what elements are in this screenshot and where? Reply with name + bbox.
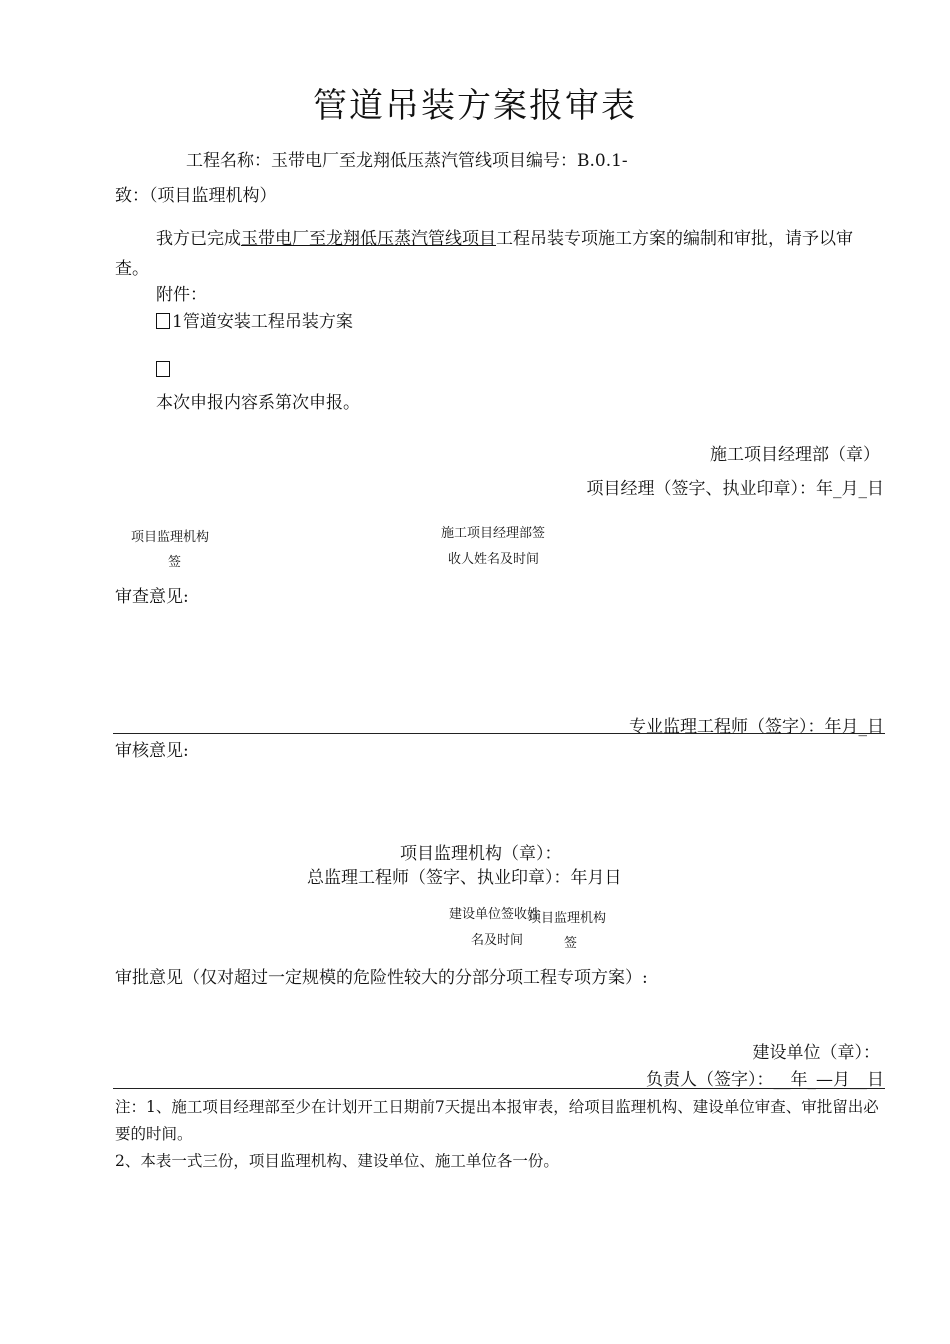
note-2: 2、本表一式三份，项目监理机构、建设单位、施工单位各一份。 [115,1152,559,1170]
attachment-item-2 [156,360,172,380]
project-name: 玉带电厂至龙翔低压蒸汽管线 [271,151,492,171]
receipt2-supervisor-label: 项目监理机构 [528,911,607,926]
supervisor-seal: 项目监理机构（章）： [400,844,562,864]
project-number: 项目编号：B.0.1- [492,151,628,171]
review-opinion-label: 审查意见: [115,587,189,607]
pm-signature-line: 项目经理（签字、执业印章）：年_月_日 [586,479,884,499]
receipt1-contractor-label: 施工项目经理部签 [441,526,546,541]
note-1: 注：1、施工项目经理部至少在计划开工日期前7天提出本报审表，给项目监理机构、建设单位审查、审批留出必要的时间。 [115,1098,879,1143]
receipt2-owner-sub: 名及时间 [471,933,524,948]
audit-opinion-label: 审核意见: [115,741,189,761]
contractor-dept-seal: 施工项目经理部（章） [710,445,880,465]
attachment-1-label: 1管道安装工程吊装方案 [172,312,353,332]
body-paragraph [115,224,880,284]
attachments-label: 附件： [156,285,207,305]
receipt1-supervisor-sign: 签 [168,555,182,570]
receipt2-owner-label: 建设单位签收姓 [449,907,541,922]
project-name-label: 工程名称： [186,151,271,171]
project-line [186,146,628,171]
body-project: 玉带电厂至龙翔低压蒸汽管线项目 [241,229,496,249]
receipt2-supervisor-sign: 签 [564,936,578,951]
chief-engineer-signature-line: 总监理工程师（签字、执业印章）：年月日 [307,868,622,888]
submission-line: 本次申报内容系第次申报。 [156,393,360,413]
page-title: 管道吊装方案报审表 [313,86,637,126]
owner-seal: 建设单位（章）： [752,1043,880,1063]
engineer-signature-line: 专业监理工程师（签字）：年月_日 [629,717,884,737]
checkbox-icon[interactable] [156,361,170,377]
owner-signature-line: 负责人（签字）：__年_—月__日 [646,1070,884,1090]
attachment-item-1 [156,307,353,332]
checkbox-icon[interactable] [156,313,170,329]
divider-line [113,1088,885,1089]
receipt1-contractor-sub: 收人姓名及时间 [448,552,540,567]
body-suffix: 工程吊装专项施工方案的编制和审批，请予以审查。 [115,229,853,279]
body-prefix: 我方已完成 [156,229,241,249]
divider-line [113,733,885,734]
to-line: 致：（项目监理机构） [115,186,277,206]
approval-opinion-label: 审批意见（仅对超过一定规模的危险性较大的分部分项工程专项方案）: [115,968,648,988]
receipt1-supervisor-label: 项目监理机构 [131,530,210,545]
